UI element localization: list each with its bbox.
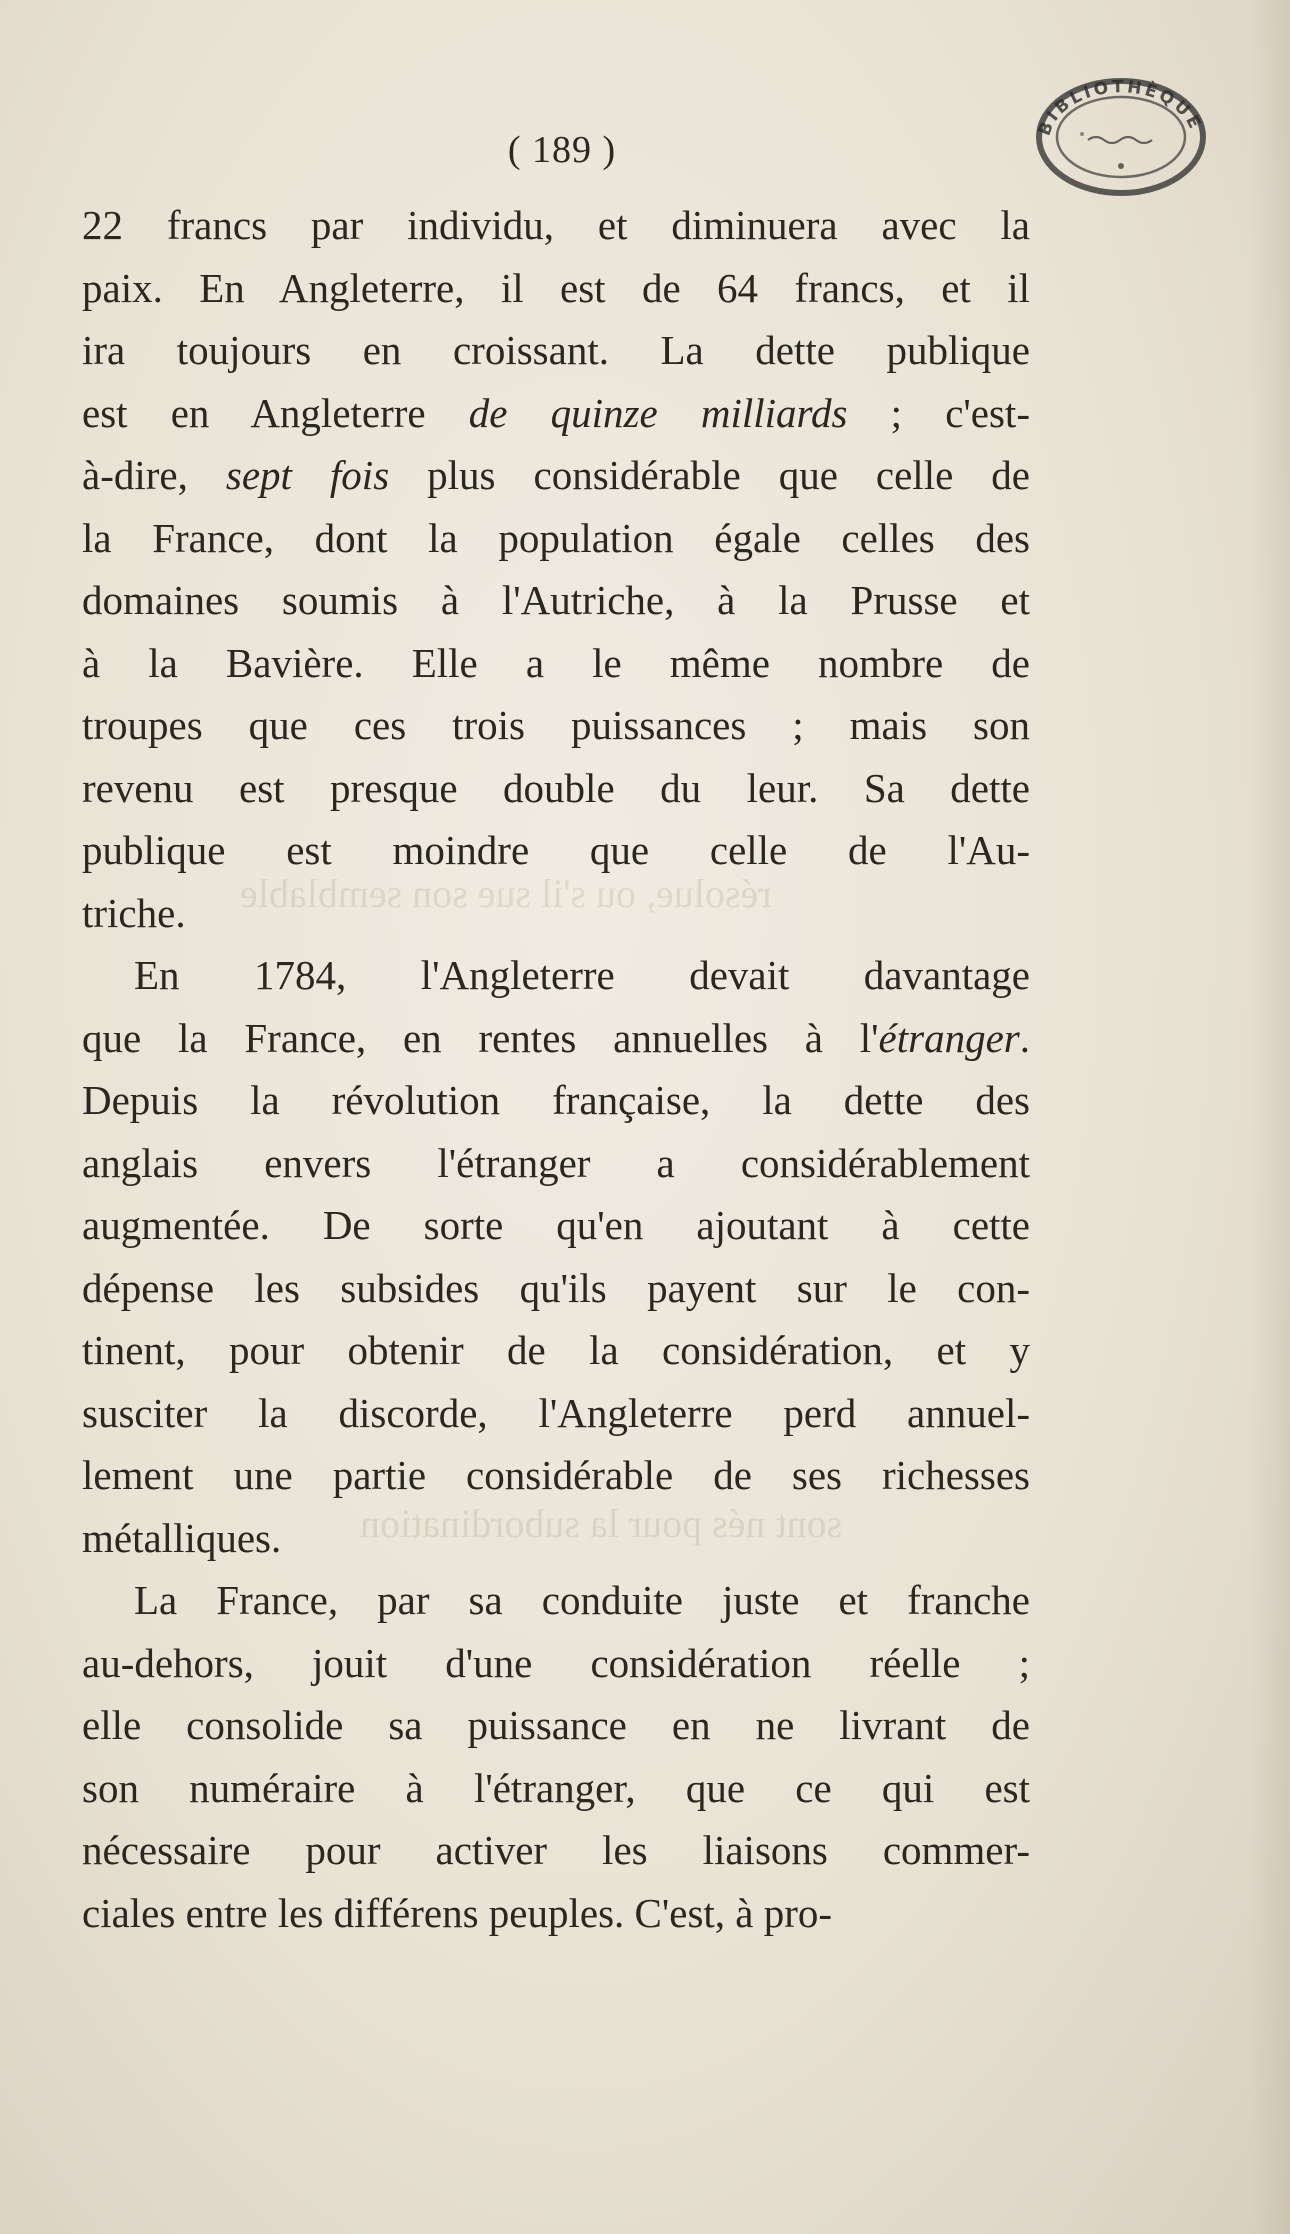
text-line: La France, par sa conduite juste et franche [134, 1577, 1030, 1623]
library-stamp [1026, 62, 1216, 212]
text-line: au-dehors, jouit d'une considération réelle ; [82, 1639, 1030, 1686]
text-line: augmentée. De sorte qu'en ajoutant à cette [82, 1202, 1030, 1248]
text-line: domaines soumis à l'Autriche, à la Prusse et [82, 577, 1030, 623]
text-line: à-dire, sept fois plus considérable que celle de [82, 452, 1030, 498]
text-line: son numéraire à l'étranger, que ce qui est [82, 1764, 1030, 1811]
stamp-text: BIBLIOTHÈQUE [1034, 77, 1206, 139]
text-line: est en Angleterre de quinze milliards ; c'est- [82, 389, 1030, 436]
paragraph [82, 194, 1030, 944]
page-text [82, 120, 1030, 1944]
bleed-through: sont nés pour la subordination [360, 1501, 843, 1546]
text-line: la France, dont la population égale celles des [82, 514, 1030, 561]
text-line: ira toujours en croissant. La dette publique [82, 327, 1030, 373]
page-number: ( 189 ) [507, 129, 617, 171]
text-line: nécessaire pour activer les liaisons commer- [82, 1827, 1030, 1873]
italic-text: sept fois [225, 452, 390, 498]
text-line: anglais envers l'étranger a considérablement [82, 1139, 1030, 1186]
svg-text:BIBLIOTHÈQUE [1035, 77, 1206, 138]
text-line: lement une partie considérable de ses richesses [82, 1452, 1030, 1498]
text-line: triche. [82, 889, 186, 936]
text-line: à la Bavière. Elle a le même nombre de [82, 639, 1030, 686]
text-line: tinent, pour obtenir de la considération, et y [82, 1327, 1030, 1373]
paragraphs [82, 194, 1030, 1944]
text-line: troupes que ces trois puissances ; mais son [82, 702, 1030, 748]
text-line: 22 francs par individu, et diminuera avec la [82, 202, 1030, 248]
italic-text: de quinze milliards [468, 389, 848, 436]
bleed-through: résolue, ou s'il sue son semblable [240, 871, 772, 916]
text-line: que la France, en rentes annuelles à l'étranger. [82, 1014, 1030, 1061]
text-line: métalliques. [82, 1514, 282, 1561]
text-line: ciales entre les différens peuples. C'est, à pro- [82, 1889, 833, 1936]
text-line: dépense les subsides qu'ils payent sur le con- [82, 1264, 1030, 1311]
italic-text: étranger [878, 1014, 1020, 1061]
paragraph [82, 944, 1030, 1569]
paragraph [82, 1569, 1030, 1944]
library-stamp-icon [1026, 62, 1216, 212]
text-line: publique est moindre que celle de l'Au- [82, 827, 1030, 873]
text-line: paix. En Angleterre, il est de 64 francs, et il [82, 264, 1030, 311]
text-line: susciter la discorde, l'Angleterre perd annuel- [82, 1389, 1030, 1436]
text-line: elle consolide sa puissance en ne livrant de [82, 1702, 1030, 1748]
text-line: revenu est presque double du leur. Sa dette [82, 764, 1030, 811]
text-line: En 1784, l'Angleterre devait davantage [134, 952, 1030, 998]
text-line: Depuis la révolution française, la dette des [82, 1077, 1030, 1123]
